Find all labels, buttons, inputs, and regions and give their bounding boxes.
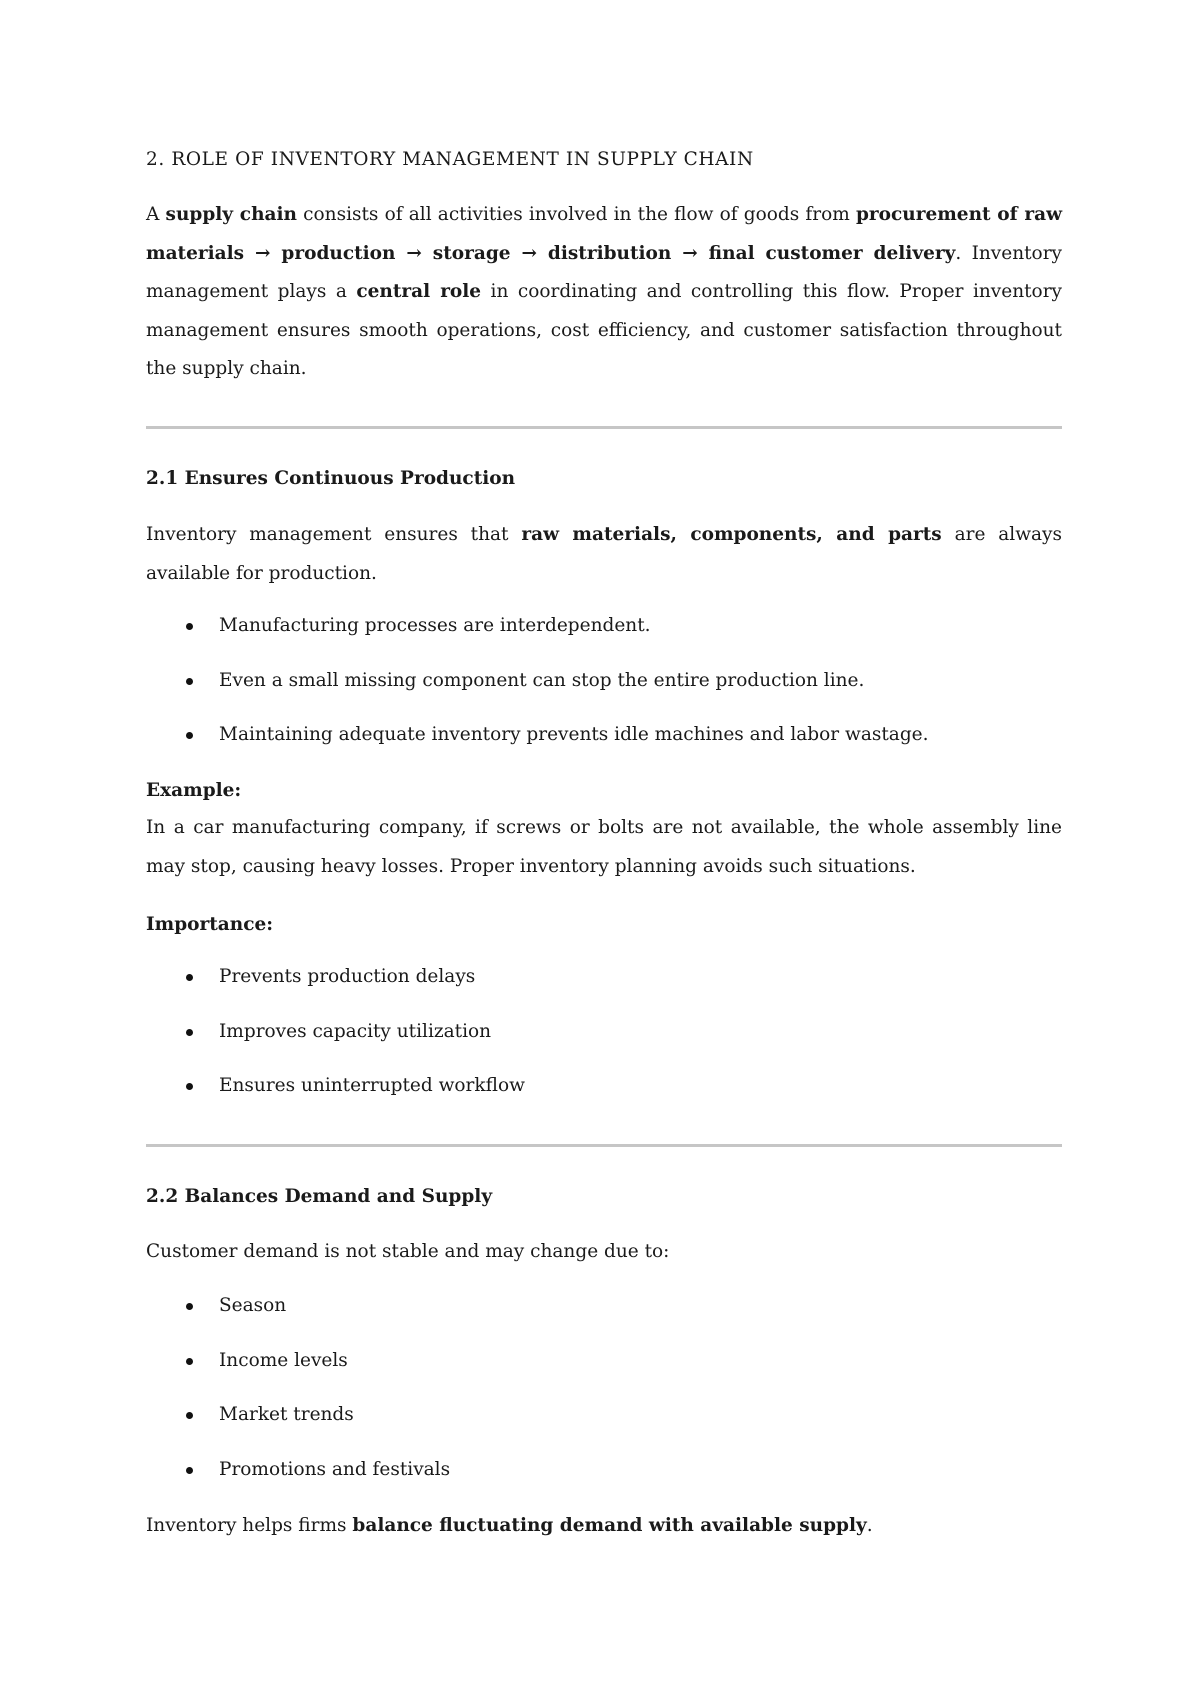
intro-text-2: consists of all activities involved in the flow of goods from <box>296 204 856 225</box>
bullet-icon <box>186 1029 193 1036</box>
bullet-icon <box>186 1303 193 1310</box>
intro-bold-central-role: central role <box>356 281 482 302</box>
list-item: Ensures uninterrupted workflow <box>146 1074 1062 1129</box>
intro-text-4: in coordinating and controlling this flow. Proper inventory management ensures smooth operations, cost efficiency, and customer satisfaction throughout the supply chain. <box>146 281 1062 379</box>
list-item: Season <box>146 1294 1062 1349</box>
importance-label: Importance: <box>146 914 274 935</box>
bullet-icon <box>186 678 193 685</box>
closing-text-2: . <box>866 1515 873 1536</box>
production-bullet-list <box>146 614 1062 778</box>
section-divider-1 <box>146 426 1062 429</box>
page-title: 2. ROLE OF INVENTORY MANAGEMENT IN SUPPLY CHAIN <box>146 149 754 170</box>
intro-bold-supply-chain: supply chain <box>165 204 297 225</box>
example-label: Example: <box>146 780 242 801</box>
bullet-icon <box>186 974 193 981</box>
closing-text-1: Inventory helps firms <box>146 1515 353 1536</box>
bullet-icon <box>186 1412 193 1419</box>
intro-paragraph <box>146 196 1062 389</box>
section-divider-2 <box>146 1144 1062 1147</box>
list-item: Market trends <box>146 1403 1062 1458</box>
intro-text-3: . Inventory management plays a <box>146 242 1062 302</box>
closing-paragraph <box>146 1514 1062 1538</box>
bullet-icon <box>186 1467 193 1474</box>
s1-bold-materials: raw materials, components, and parts <box>521 524 942 545</box>
s1-text-2: are always available for production. <box>146 524 1063 584</box>
s1-text-1: Inventory management ensures that <box>146 524 522 545</box>
section-2-2-paragraph: Customer demand is not stable and may change due to: <box>146 1241 670 1262</box>
intro-text-1: A <box>146 204 166 225</box>
section-2-2-title: 2.2 Balances Demand and Supply <box>146 1186 493 1207</box>
list-item: Income levels <box>146 1349 1062 1404</box>
demand-factor-list <box>146 1294 1062 1512</box>
importance-bullet-list <box>146 965 1062 1129</box>
list-item: Even a small missing component can stop the entire production line. <box>146 669 1062 724</box>
list-item: Maintaining adequate inventory prevents idle machines and labor wastage. <box>146 723 1062 778</box>
bullet-icon <box>186 1083 193 1090</box>
closing-bold: balance fluctuating demand with available supply <box>352 1515 867 1536</box>
list-item: Promotions and festivals <box>146 1458 1062 1513</box>
list-item: Manufacturing processes are interdependent. <box>146 614 1062 669</box>
section-2-1-title: 2.1 Ensures Continuous Production <box>146 468 516 489</box>
intro-bold-flow: procurement of raw materials → production → storage → distribution → final customer delivery <box>146 204 1062 264</box>
list-item: Prevents production delays <box>146 965 1062 1020</box>
example-paragraph: In a car manufacturing company, if screws or bolts are not available, the whole assembly line may stop, causing heavy losses. Proper inventory planning avoids such situations. <box>146 817 1062 877</box>
bullet-icon <box>186 1358 193 1365</box>
bullet-icon <box>186 623 193 630</box>
bullet-icon <box>186 732 193 739</box>
list-item: Improves capacity utilization <box>146 1020 1062 1075</box>
section-2-1-paragraph <box>146 516 1062 593</box>
